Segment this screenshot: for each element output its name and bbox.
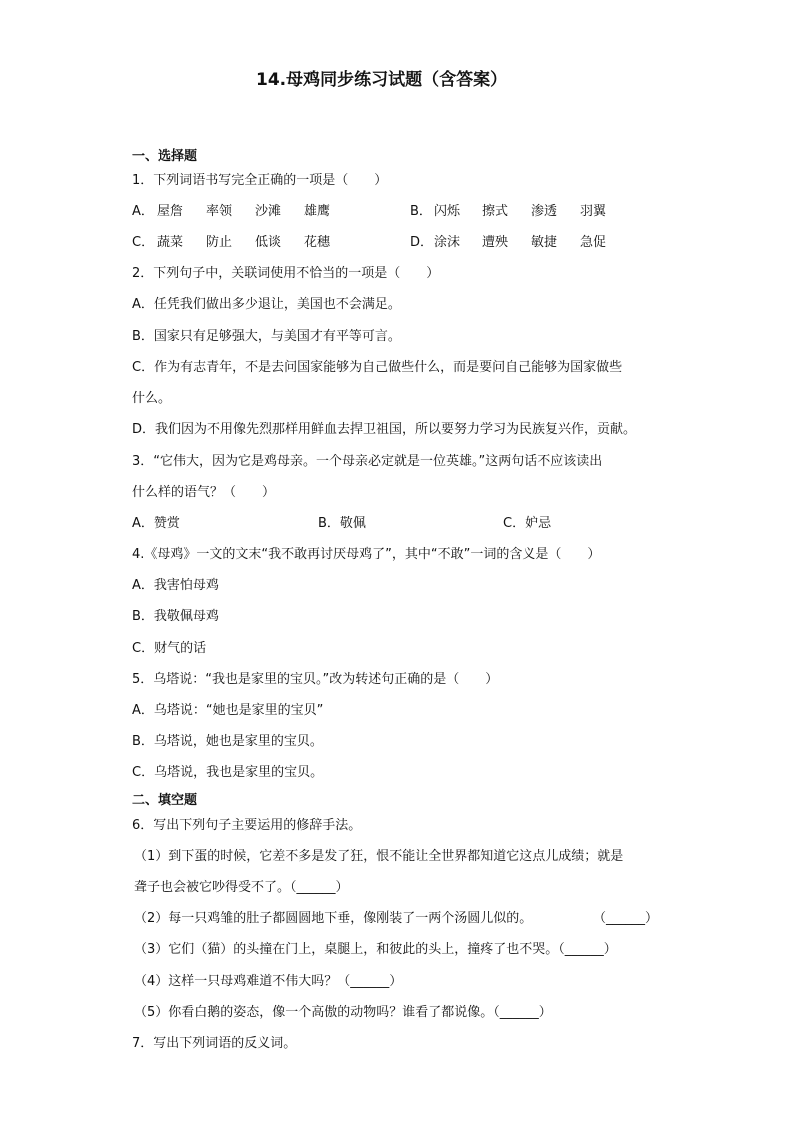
question-7-stem: 7．写出下列词语的反义词。 [132, 1036, 297, 1051]
question-5-option-b: B．乌塔说，她也是家里的宝贝。 [132, 734, 323, 749]
option-letter: A． [132, 204, 154, 219]
option-word: 羽翼 [580, 204, 607, 219]
question-6-item-1: （1）到下蛋的时候，它差不多是发了狂，恨不能让全世界都知道它这点儿成绩；就是 [134, 849, 624, 864]
option-word: 屋詹 [157, 204, 184, 219]
question-2-option-a: A．任凭我们做出多少退让，美国也不会满足。 [132, 297, 401, 312]
option-word: 低谈 [255, 235, 282, 250]
question-6-stem: 6．写出下列句子主要运用的修辞手法。 [132, 818, 362, 833]
question-2-stem: 2．下列句子中，关联词使用不恰当的一项是（ ） [132, 266, 440, 281]
option-word: 涂沫 [434, 235, 461, 250]
option-word: 擦式 [482, 204, 509, 219]
option-word: 遭殃 [482, 235, 509, 250]
option-word: 防止 [206, 235, 233, 250]
option-word: 沙滩 [255, 204, 282, 219]
question-5-stem: 5．乌塔说：“我也是家里的宝贝。”改为转述句正确的是（ ） [132, 672, 499, 687]
question-6-item-5: （5）你看白鹅的姿态，像一个高傲的动物吗？谁看了都说像。（______） [134, 1005, 552, 1020]
question-3-option-c: C．妒忌 [503, 516, 552, 531]
question-2-option-d: D．我们因为不用像先烈那样用鲜血去捍卫祖国，所以要努力学习为民族复兴作，贡献。 [132, 422, 637, 437]
option-word: 敏捷 [531, 235, 558, 250]
question-2-option-c: C．作为有志青年，不是去问国家能够为自己做些什么，而是要问自己能够为国家做些 [132, 360, 623, 375]
question-4-stem: 4.《母鸡》一文的文末“我不敢再讨厌母鸡了”，其中“不敢”一词的含义是（ ） [132, 547, 601, 562]
option-word: 急促 [580, 235, 607, 250]
option-word: 蔬菜 [157, 235, 184, 250]
question-1-stem: 1．下列词语书写完全正确的一项是（ ） [132, 173, 388, 188]
question-6-item-4: （4）这样一只母鸡难道不伟大吗？（______） [134, 974, 403, 989]
page-title: 14.母鸡同步练习试题（含答案） [256, 70, 508, 90]
option-word: 率领 [206, 204, 233, 219]
question-6-item-2: （2）每一只鸡雏的肚子都圆圆地下垂，像刚装了一两个汤圆儿似的。 [134, 911, 533, 926]
question-4-option-b: B．我敬佩母鸡 [132, 609, 219, 624]
option-letter: B． [410, 204, 432, 219]
question-3-option-a: A．赞赏 [132, 516, 180, 531]
question-3-stem: 3．“它伟大，因为它是鸡母亲。一个母亲必定就是一位英雄。”这两句话不应该读出 [132, 454, 603, 469]
option-word: 渗透 [531, 204, 558, 219]
question-5-option-c: C．乌塔说，我也是家里的宝贝。 [132, 765, 324, 780]
question-3-option-b: B．敬佩 [318, 516, 366, 531]
question-2-option-c-cont: 什么。 [132, 391, 172, 406]
question-2-option-b: B．国家只有足够强大，与美国才有平等可言。 [132, 329, 401, 344]
option-letter: C． [132, 235, 155, 250]
section-heading-choice: 一、选择题 [132, 149, 198, 164]
option-word: 雄鹰 [304, 204, 331, 219]
section-heading-fill-in: 二、填空题 [132, 793, 198, 808]
answer-blank[interactable]: （______） [593, 911, 659, 926]
question-3-stem-cont: 什么样的语气？（ ） [132, 485, 276, 500]
option-word: 闪烁 [434, 204, 461, 219]
question-6-item-3: （3）它们（猫）的头撞在门上，桌腿上，和彼此的头上，撞疼了也不哭。（______） [134, 942, 617, 957]
option-letter: D． [410, 235, 434, 250]
question-4-option-c: C．财气的话 [132, 641, 207, 656]
question-6-item-1-cont: 聋子也会被它吵得受不了。（______） [134, 880, 349, 895]
question-4-option-a: A．我害怕母鸡 [132, 578, 219, 593]
question-5-option-a: A．乌塔说：“她也是家里的宝贝” [132, 703, 324, 718]
option-word: 花穗 [304, 235, 331, 250]
